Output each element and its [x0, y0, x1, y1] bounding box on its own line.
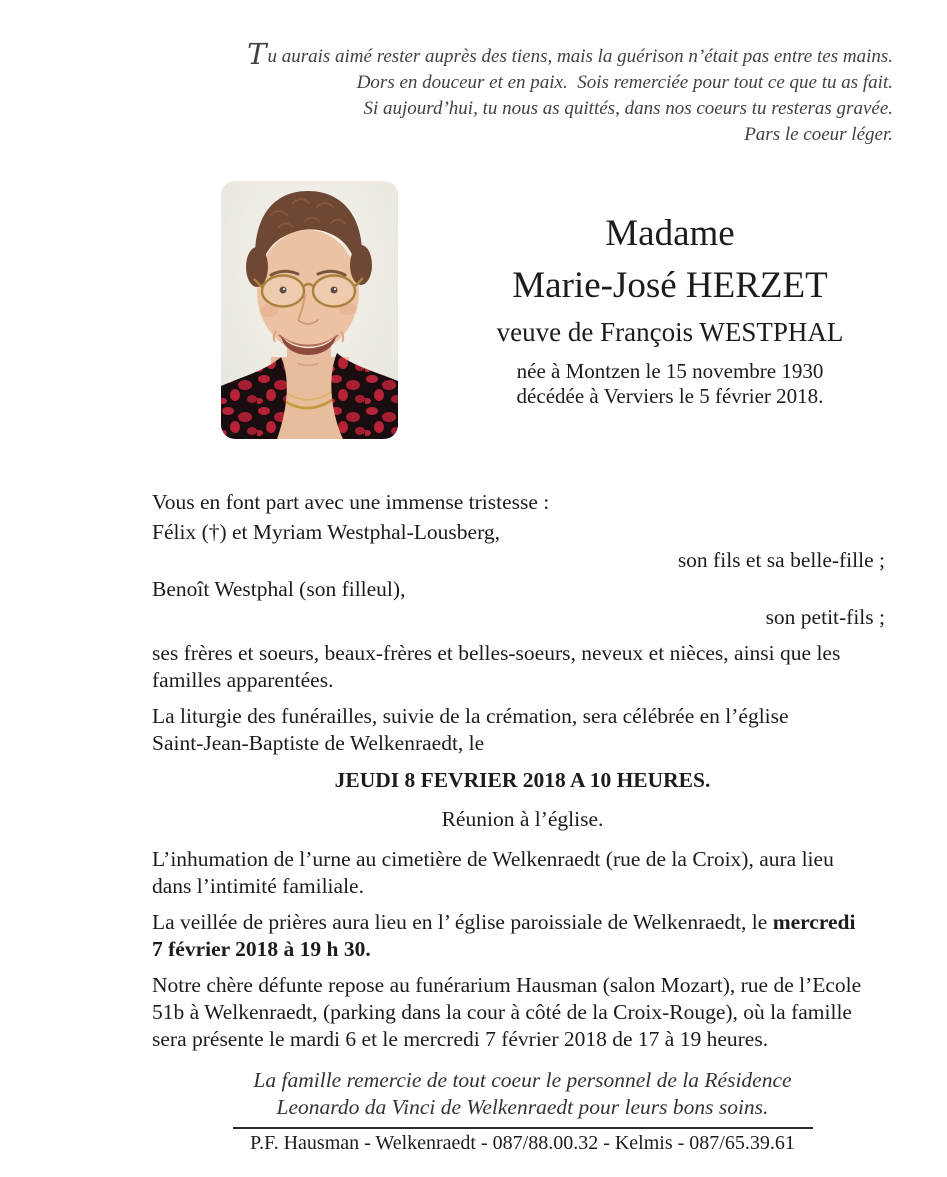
- poem-line-3: Si aujourd’hui, tu nous as quittés, dans nos coeurs tu resteras gravée.: [363, 98, 893, 119]
- funeral-home-contact: P.F. Hausman - Welkenraedt - 087/88.00.32 - Kelmis - 087/65.39.61: [250, 1132, 795, 1154]
- repose-line-3: sera présente le mardi 6 et le mercredi 7 février 2018 de 17 à 19 heures.: [152, 1027, 769, 1051]
- thanks-line-1: La famille remercie de tout coeur le personnel de la Résidence: [253, 1068, 792, 1092]
- relative-relation-2: son petit-fils ;: [765, 605, 885, 629]
- death-line: décédée à Verviers le 5 février 2018.: [516, 384, 824, 408]
- poem-line-2: Dors en douceur et en paix. Sois remerciée pour tout ce que tu as fait.: [356, 72, 893, 93]
- portrait-illustration: [221, 181, 398, 439]
- repose-line-2: 51b à Welkenraedt, (parking dans la cour à côté de la Croix-Rouge), où la famille: [152, 1000, 852, 1024]
- deceased-name-block: [430, 212, 910, 409]
- poem-line-1-text: u aurais aimé rester auprès des tiens, mais la guérison n’était pas entre tes mains.: [267, 46, 893, 67]
- memorial-poem: [60, 38, 893, 148]
- meeting-line: Réunion à l’église.: [441, 807, 604, 831]
- deceased-name: Marie-José HERZET: [512, 265, 828, 306]
- relative-names-2: Benoît Westphal (son filleul),: [152, 577, 406, 601]
- vigil-text: La veillée de prières aura lieu en l’ église paroissiale de Welkenraedt, le: [152, 910, 773, 934]
- footer-divider: [233, 1127, 813, 1129]
- thanks-paragraph: [152, 1067, 893, 1121]
- burial-line-1: L’inhumation de l’urne au cimetière de Welkenraedt (rue de la Croix), aura lieu: [152, 847, 834, 871]
- vigil-paragraph: [152, 909, 893, 963]
- burial-paragraph: [152, 846, 893, 900]
- birth-line: née à Montzen le 15 novembre 1930: [516, 359, 824, 383]
- widow-line: veuve de François WESTPHAL: [496, 317, 844, 347]
- relative-names-1: Félix (†) et Myriam Westphal-Lousberg,: [152, 520, 500, 544]
- relative-relation-1: son fils et sa belle-fille ;: [677, 548, 885, 572]
- announcement-body: [152, 489, 893, 1157]
- repose-line-1: Notre chère défunte repose au funérarium Hausman (salon Mozart), rue de l’Ecole: [152, 973, 862, 997]
- repose-paragraph: [152, 972, 893, 1053]
- deceased-title: Madame: [605, 213, 735, 254]
- vigil-line-1: [152, 909, 893, 936]
- poem-drop-cap: T: [247, 37, 267, 71]
- extended-family-line-1: ses frères et soeurs, beaux-frères et belles-soeurs, neveux et nièces, ainsi que les: [152, 641, 841, 665]
- burial-line-2: dans l’intimité familiale.: [152, 874, 364, 898]
- liturgy-paragraph: [152, 703, 893, 757]
- thanks-line-2: Leonardo da Vinci de Welkenraedt pour leurs bons soins.: [276, 1095, 769, 1119]
- ceremony-date-line: JEUDI 8 FEVRIER 2018 A 10 HEURES.: [334, 768, 711, 792]
- poem-line-4: Pars le coeur léger.: [744, 124, 893, 145]
- vigil-date-bold-1: mercredi: [772, 910, 856, 934]
- poem-line-1: [60, 38, 893, 70]
- vigil-date-bold-2: 7 février 2018 à 19 h 30.: [152, 937, 371, 961]
- liturgy-line-1: La liturgie des funérailles, suivie de la crémation, sera célébrée en l’église: [152, 704, 789, 728]
- portrait-photo: [221, 181, 398, 439]
- liturgy-line-2: Saint-Jean-Baptiste de Welkenraedt, le: [152, 731, 485, 755]
- extended-family-paragraph: [152, 640, 893, 694]
- extended-family-line-2: familles apparentées.: [152, 668, 334, 692]
- announcement-intro: Vous en font part avec une immense tristesse :: [152, 490, 550, 514]
